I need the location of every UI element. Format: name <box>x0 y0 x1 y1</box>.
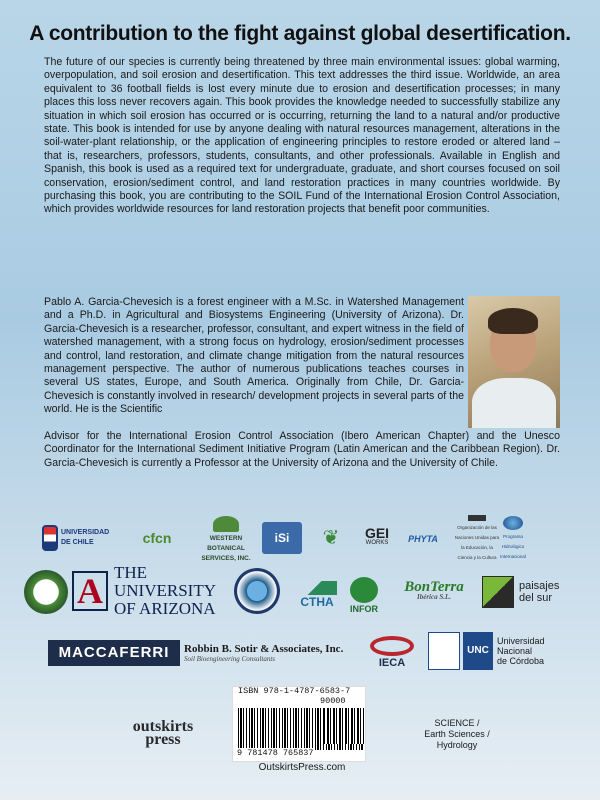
paisajes-line1: paisajes <box>519 580 560 592</box>
gei-sub-text: WORKS <box>365 540 389 546</box>
ieca-text: IECA <box>378 657 406 669</box>
circular-seal-logo <box>234 568 280 614</box>
maccaferri-logo: MACCAFERRI <box>48 640 180 666</box>
unc-line1: Universidad <box>497 636 545 646</box>
bonterra-logo <box>392 572 476 612</box>
category-line3: Hydrology <box>436 740 478 750</box>
bonterra-text: BonTerra <box>404 579 464 595</box>
wbs-top-text: WESTERN <box>209 535 243 542</box>
ctha-logo <box>290 572 344 616</box>
bonterra-sub-text: Ibérica S.L. <box>416 593 452 601</box>
unc-logo <box>428 630 586 672</box>
publisher-url: OutskirtsPress.com <box>258 762 346 773</box>
university-of-arizona-logo <box>72 563 222 618</box>
sotir-sub: Soil Bioengineering Consultants <box>184 655 275 663</box>
uofa-name <box>114 564 222 618</box>
category-line1: SCIENCE / <box>434 718 480 728</box>
book-description: The future of our species is currently being threatened by three main environmental issues: global warming, overpopulation, and soil erosion and desertification. This text addresses the third issue. Worldwide, an area equivalent to 36 football fields is lost every minute due to erosion and desertification processes; in many places this loss never recovers again. This book provides the knowledge needed to successfully stabilize any situation in which soil erosion has occurred or is occurring, returning the land to a natural and/or productive state. This book is intended for use by anyone dealing with natural resources management, alterations in the soil-water-plant relationship, or the application of engineering principles to restore eroded or altered land – that is, researchers, professors, students, consultants, and other professionals. Available in English and Spanish, this book is used as a required text for undergraduate, graduate, and short courses focused on soil conservation, erosion/sediment control, and land restoration practices in many countries worldwide. By purchasing this book, you are contributing to the SOIL Fund of the International Erosion Control Association, which provides worldwide resources for land restoration projects that benefit poor communities. <box>44 56 560 216</box>
unc-line3: de Córdoba <box>497 656 545 666</box>
barcode-number: 9 781478 765837 <box>237 748 314 758</box>
author-hair <box>488 308 538 334</box>
paisajes-del-sur-logo <box>482 576 586 608</box>
author-bio-part2: Advisor for the International Erosion Control Association (Ibero American Chapter) and the Unesco Coordinator for the International Sediment Initiative Program (Latin American and the Caribbean Region). Dr. Garcia-Chevesich is currently a Professor at the University of Arizona and the University of Chile. <box>44 430 560 469</box>
author-bio-part1: Pablo A. Garcia-Chevesich is a forest engineer with a M.Sc. in Watershed Management and a Ph.D. in Agricultural and Biosystems Engineering (University of Arizona). Dr. Garcia-Chevesich is a researcher, professor, consultant, and expert witness in the field of watershed management, with a strong focus on hydrology, erosion/sediment processes and control, land restoration, and climate change mitigation from the natural resources management perspective. The author of numerous publications teaches courses in several US states, Europe, and South America. Originally from Chile, Dr. Garcia-Chevesich is constantly involved in research/ development projects in several parts of the world. He is the Scientific <box>44 296 464 416</box>
bisac-category <box>424 718 490 751</box>
paisajes-line2: del sur <box>519 592 553 604</box>
price-code: 90000 <box>320 696 346 706</box>
uofa-line2: OF ARIZONA <box>114 599 216 618</box>
unc-text <box>497 636 545 666</box>
isbn-label: ISBN 978-1-4787-6583-7 <box>238 686 351 696</box>
uchile-seal-icon <box>42 525 58 551</box>
author-photo <box>468 296 560 428</box>
universidad-de-chile-logo <box>42 516 116 560</box>
unc-tag: UNC <box>463 632 493 670</box>
outskirts-line1: outskirts <box>132 718 194 735</box>
ieca-ibero-american-chapter-logo <box>24 570 68 614</box>
cfcn-logo: cfcn <box>142 530 172 546</box>
ihp-logo <box>498 516 528 562</box>
uofa-line1: THE UNIVERSITY <box>114 563 216 600</box>
back-cover-title: A contribution to the fight against global desertification. <box>29 22 571 45</box>
mountain-icon <box>297 581 337 595</box>
infor-leaf-icon <box>350 577 378 603</box>
infor-text: INFOR <box>350 603 378 614</box>
infor-logo <box>344 574 384 616</box>
wbs-bot-text: SERVICES, INC. <box>201 555 251 562</box>
category-line2: Earth Sciences / <box>424 729 490 739</box>
gei-works-logo <box>354 520 400 556</box>
wbs-mid-text: BOTANICAL <box>207 545 245 552</box>
ieca-logo <box>364 630 420 674</box>
ieca-ring-icon <box>370 636 414 656</box>
gei-text: GEI <box>364 525 390 541</box>
paisajes-text <box>519 580 559 604</box>
outskirts-press-logo <box>128 720 198 746</box>
sotir-name: Robbin B. Sotir & Associates, Inc. <box>184 643 344 655</box>
unc-seal-icon <box>428 632 460 670</box>
unc-line2: Nacional <box>497 646 533 656</box>
isi-logo: iSi <box>262 522 302 554</box>
paisajes-icon <box>482 576 514 608</box>
arizona-a-icon: A <box>72 571 108 611</box>
western-botanical-services-logo <box>200 516 252 564</box>
tree-icon <box>213 516 239 532</box>
ctha-text: CTHA <box>300 595 334 609</box>
ihp-globe-icon <box>503 516 523 530</box>
price-barcode-bars <box>324 708 364 744</box>
sotir-associates-logo <box>184 640 364 668</box>
outskirts-line2: press <box>145 731 181 748</box>
leaf-logo-icon: ❦ <box>322 527 340 549</box>
unesco-temple-icon <box>468 515 486 521</box>
unesco-logo <box>454 516 500 562</box>
phyta-logo: PHYTA <box>408 534 438 544</box>
unesco-text: Organización de las Naciones Unidas para la Educación, la Ciencia y la Cultura <box>454 525 500 560</box>
ihp-text: Programa Hidrológico Internacional <box>500 534 526 559</box>
author-shirt <box>472 378 556 428</box>
uchile-logo-text: UNIVERSIDAD DE CHILE <box>60 529 110 546</box>
